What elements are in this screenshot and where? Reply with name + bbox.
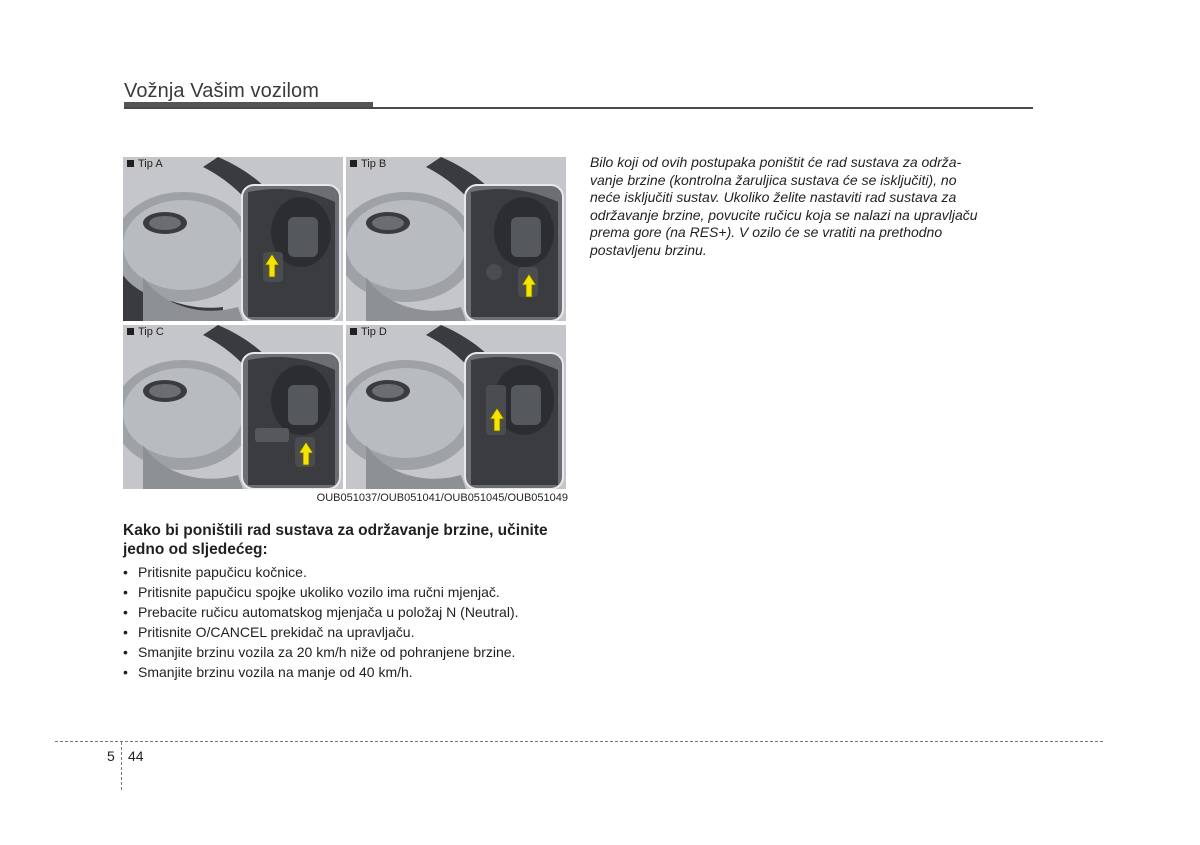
square-bullet-icon [127,328,134,335]
figure-code: OUB051037/OUB051041/OUB051045/OUB051049 [316,492,568,504]
chapter-number: 5 [107,748,115,764]
bullet-dot-icon: • [123,584,128,600]
steering-wheel-illustration [346,325,566,489]
list-item: • Smanjite brzinu vozila na manje od 40 km/h. [123,664,413,680]
footer-rule [55,741,1103,742]
steering-wheel-figure-a [123,157,343,321]
steering-wheel-figure-d [346,325,566,489]
square-bullet-icon [127,160,134,167]
header-title: Vožnja Vašim vozilom [124,80,320,102]
figure-label: Tip A [138,158,163,170]
bullet-dot-icon: • [123,564,128,580]
bullet-list [123,562,519,682]
steering-wheel-illustration [123,325,343,489]
page-number: 44 [128,748,144,764]
bullet-dot-icon: • [123,604,128,620]
steering-wheel-figure-c [123,325,343,489]
square-bullet-icon [350,328,357,335]
steering-wheel-illustration [123,157,343,321]
list-item: • Pritisnite papučicu kočnice. [123,564,307,580]
square-bullet-icon [350,160,357,167]
steering-wheel-illustration [346,157,566,321]
footer-divider [121,742,122,790]
figure-label: Tip C [138,326,164,338]
bullet-dot-icon: • [123,664,128,680]
figure-label: Tip D [361,326,387,338]
section-heading: Kako bi poništili rad sustava za održavanje brzine, učinite jedno od sljedećeg: [123,522,548,558]
list-item: • Pritisnite papučicu spojke ukoliko vozilo ima ručni mjenjač. [123,584,500,600]
list-item: • Smanjite brzinu vozila za 20 km/h niže od pohranjene brzine. [123,644,516,660]
bullet-dot-icon: • [123,644,128,660]
list-item: • Prebacite ručicu automatskog mjenjača u položaj N (Neutral). [123,604,519,620]
note-paragraph: Bilo koji od ovih postupaka poništit će rad sustava za održa- vanje brzine (kontrolna žaruljica sustava će se isključiti), no neće isključiti sustav. Ukoliko želite nastaviti rad sustava za održavanje brzine, povucite ručicu koja se nalazi na upravljaču prema gore (na RES+). V ozilo će se vratiti na prethodno postavljenu brzinu. [590,154,978,258]
figure-label: Tip B [361,158,387,170]
list-item: • Pritisnite O/CANCEL prekidač na upravljaču. [123,624,415,640]
bullet-dot-icon: • [123,624,128,640]
header-rule [124,107,1033,109]
steering-wheel-figure-b [346,157,566,321]
